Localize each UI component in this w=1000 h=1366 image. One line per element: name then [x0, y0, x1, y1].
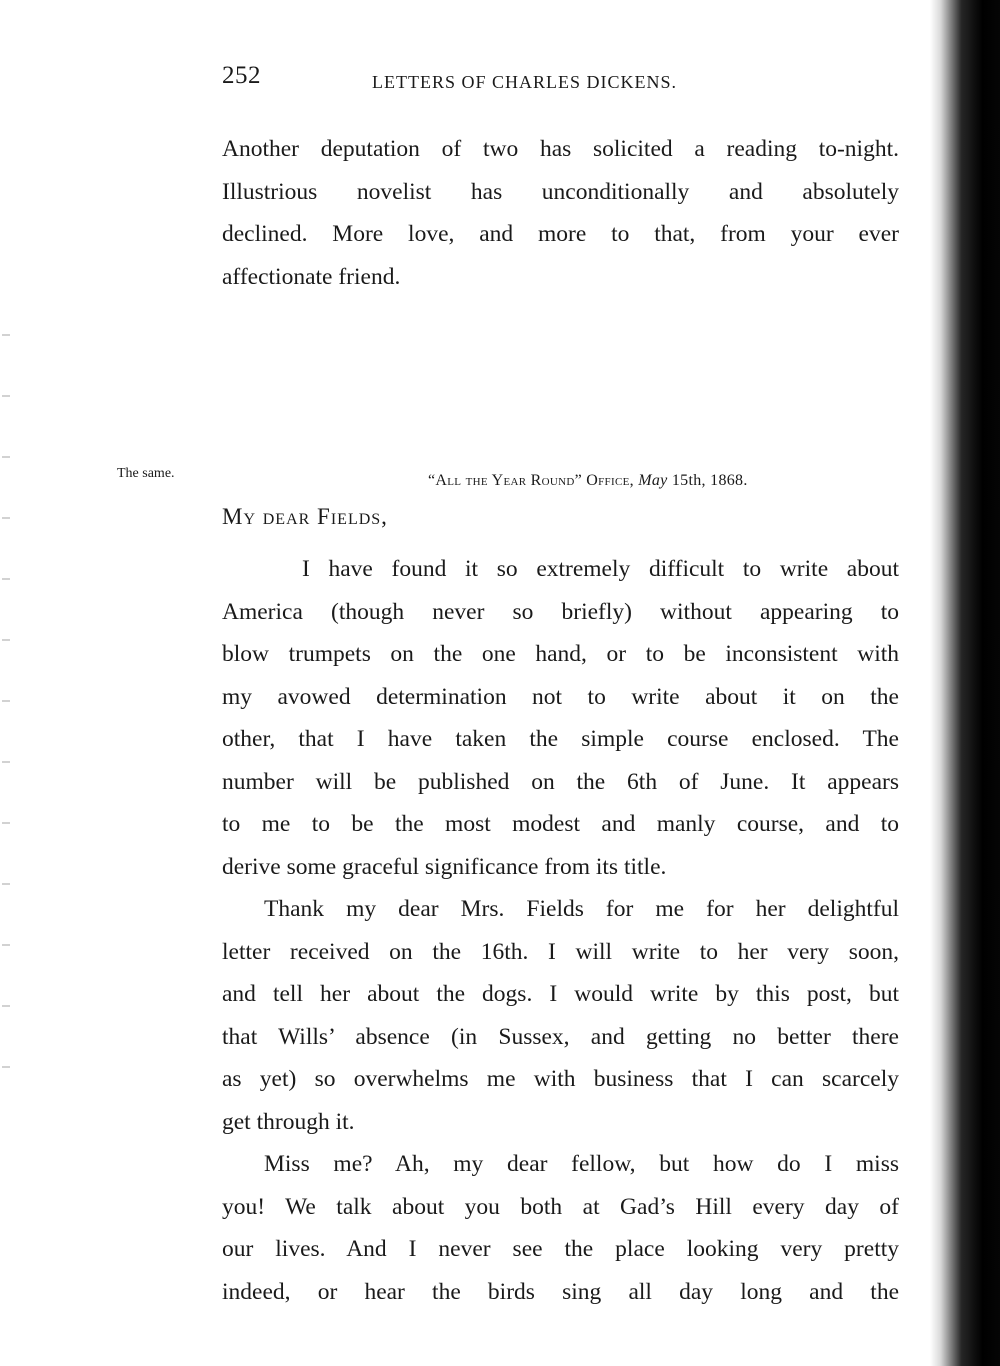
text-line: declined. More love, and more to that, from your ever [222, 221, 899, 247]
letter-paragraph-3 [222, 1143, 899, 1313]
text-line: affectionate friend. [222, 263, 401, 290]
text-line: indeed, or hear the birds sing all day long and the [222, 1278, 899, 1305]
dateline-year: 1868. [710, 472, 748, 489]
previous-letter-ending [222, 128, 899, 298]
text-line: I have found it so extremely difficult to write about [302, 556, 899, 582]
text-line: get through it. [222, 1108, 355, 1135]
text-line: you! We talk about you both at Gad’s Hill every day of [222, 1193, 899, 1220]
text-line: my avowed determination not to write about it on the [222, 683, 899, 710]
dateline-month: May [638, 472, 668, 489]
text-line: other, that I have taken the simple course enclosed. The [222, 726, 899, 752]
text-line: Miss me? Ah, my dear fellow, but how do I miss [264, 1151, 899, 1177]
dateline-day: 15th, [671, 472, 706, 489]
text-line: number will be published on the 6th of June. It appears [222, 768, 899, 795]
text-line: letter received on the 16th. I will write to her very soon, [222, 938, 899, 965]
letter-paragraph-1 [222, 548, 899, 888]
text-line: as yet) so overwhelms me with business that I can scarcely [222, 1066, 899, 1092]
text-line: Illustrious novelist has unconditionally and absolutely [222, 178, 899, 205]
text-line: that Wills’ absence (in Sussex, and getting no better there [222, 1023, 899, 1050]
dateline-place: “All the Year Round” Office, [428, 472, 634, 489]
dateline [428, 472, 748, 490]
running-head: LETTERS OF CHARLES DICKENS. [372, 72, 678, 92]
salutation: My dear Fields, [222, 504, 388, 529]
text-line: Thank my dear Mrs. Fields for me for her delightful [264, 896, 899, 922]
text-line: blow trumpets on the one hand, or to be inconsistent with [222, 641, 899, 667]
page-number: 252 [222, 62, 261, 89]
text-line: our lives. And I never see the place looking very pretty [222, 1236, 899, 1262]
letter-paragraph-2 [222, 888, 899, 1143]
text-line: derive some graceful significance from its title. [222, 853, 667, 880]
text-line: Another deputation of two has solicited a reading to-night. [222, 136, 899, 162]
text-line: and tell her about the dogs. I would write by this post, but [222, 981, 899, 1007]
margin-specks [2, 300, 10, 1100]
book-gutter-shadow [930, 0, 1000, 1366]
margin-note: The same. [117, 466, 175, 481]
text-line: to me to be the most modest and manly course, and to [222, 811, 899, 837]
text-line: America (though never so briefly) without appearing to [222, 598, 899, 625]
